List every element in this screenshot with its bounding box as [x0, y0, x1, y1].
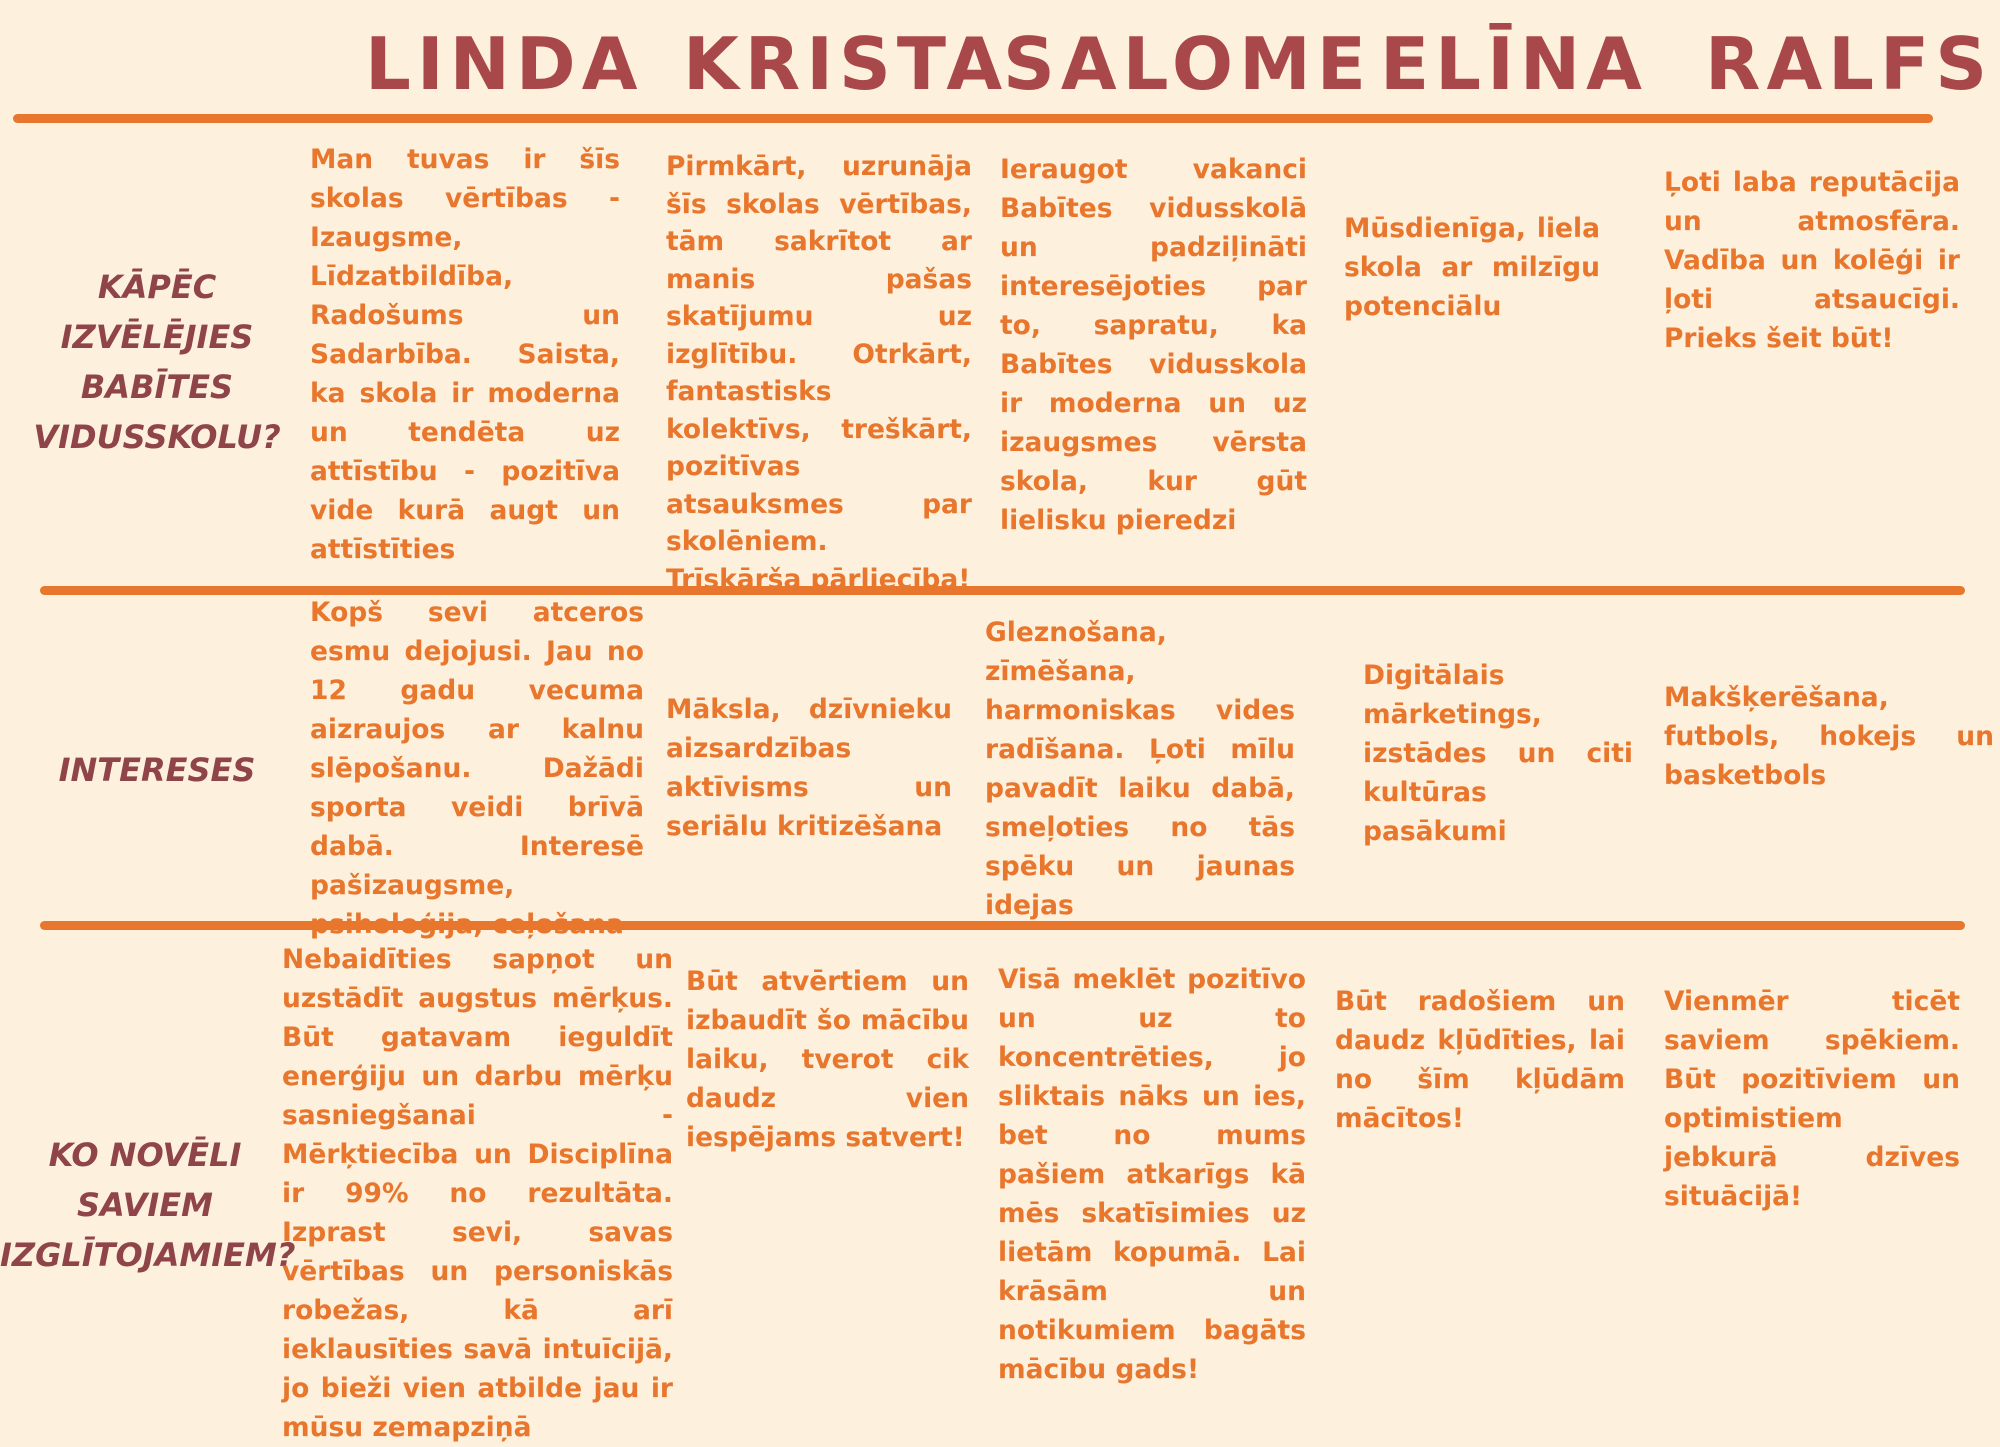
name-header-salome: SALOME — [1003, 22, 1372, 106]
divider-top — [13, 114, 1933, 123]
name-header-krista: KRISTA — [683, 22, 1009, 106]
name-header-linda: LINDA — [365, 22, 644, 106]
cell-wishes-elina: Būt radošiem un daudz kļūdīties, lai no šīm kļūdām mācītos! — [1335, 986, 1625, 1134]
name-header-ralfs: RALFS — [1705, 22, 1994, 106]
cell-wishes-salome: Visā meklēt pozitīvo un uz to koncentrēties, jo sliktais nāks un ies, bet no mums pašiem atkarīgs kā mēs skatīsimies uz lietām kopumā. Lai krāsām un notikumiem bagāts mācību gads! — [998, 964, 1306, 1385]
cell-why-krista: Pirmkārt, uzrunāja šīs skolas vērtības, tām sakrītot ar manis pašas skatījumu uz izglītību. Otrkārt, fantastisks kolektīvs, treškārt, pozitīvas atsauksmes par skolēniem. Trīskārša pārliecība! — [666, 151, 972, 595]
name-header-elina: ELĪNA — [1380, 22, 1648, 106]
cell-why-elina: Mūsdienīga, liela skola ar milzīgu potenciālu — [1344, 213, 1600, 322]
cell-why-ralfs: Ļoti laba reputācija un atmosfēra. Vadība un kolēģi ir ļoti atsaucīgi. Prieks šeit būt! — [1664, 167, 1960, 354]
cell-wishes-linda: Nebaidīties sapņot un uzstādīt augstus mērķus. Būt gatavam ieguldīt enerģiju un darbu mērķu sasniegšanai - Mērķtiecība un Disciplīna ir 99% no rezultāta. Izprast sevi, savas vērtības un personiskās robežas, kā arī ieklausīties savā intuīcijā, jo bieži vien atbilde jau ir mūsu zemapziņā — [282, 944, 673, 1443]
cell-interests-krista: Māksla, dzīvnieku aizsardzības aktīvisms un seriālu kritizēšana — [666, 694, 952, 842]
row-label-wishes: KO NOVĒLI SAVIEM IZGLĪTOJAMIEM? — [0, 1136, 296, 1274]
cell-interests-ralfs: Makšķerēšana, futbols, hokejs un basketbols — [1664, 682, 1994, 791]
cell-why-salome: Ieraugot vakanci Babītes vidusskolā un padziļināti interesējoties par to, sapratu, ka Babītes vidusskola ir moderna un uz izaugsmes vērsta skola, kur gūt lielisku pieredzi — [1000, 154, 1307, 536]
row-label-why: KĀPĒC IZVĒLĒJIES BABĪTES VIDUSSKOLU? — [33, 268, 281, 456]
cell-wishes-ralfs: Vienmēr ticēt saviem spēkiem. Būt pozitīviem un optimistiem jebkurā dzīves situācijā! — [1664, 986, 1960, 1212]
cell-interests-salome: Gleznošana, zīmēšana, harmoniskas vides radīšana. Ļoti mīlu pavadīt laiku dabā, smeļoties no tās spēku un jaunas idejas — [985, 617, 1295, 921]
cell-interests-elina: Digitālais mārketings, izstādes un citi kultūras pasākumi — [1363, 660, 1633, 847]
row-label-interests: INTERESES — [58, 751, 256, 789]
cell-wishes-krista: Būt atvērtiem un izbaudīt šo mācību laiku, tverot cik daudz vien iespējams satvert! — [686, 966, 969, 1153]
cell-interests-linda: Kopš sevi atceros esmu dejojusi. Jau no 12 gadu vecuma aizraujos ar kalnu slēpošanu. Dažādi sporta veidi brīvā dabā. Interesē pašizaugsme, psiholoģija, ceļošana — [310, 597, 644, 940]
cell-why-linda: Man tuvas ir šīs skolas vērtības - Izaugsme, Līdzatbildība, Radošums un Sadarbība. Saista, ka skola ir moderna un tendēta uz attīstību - pozitīva vide kurā augt un attīstīties — [310, 144, 620, 565]
